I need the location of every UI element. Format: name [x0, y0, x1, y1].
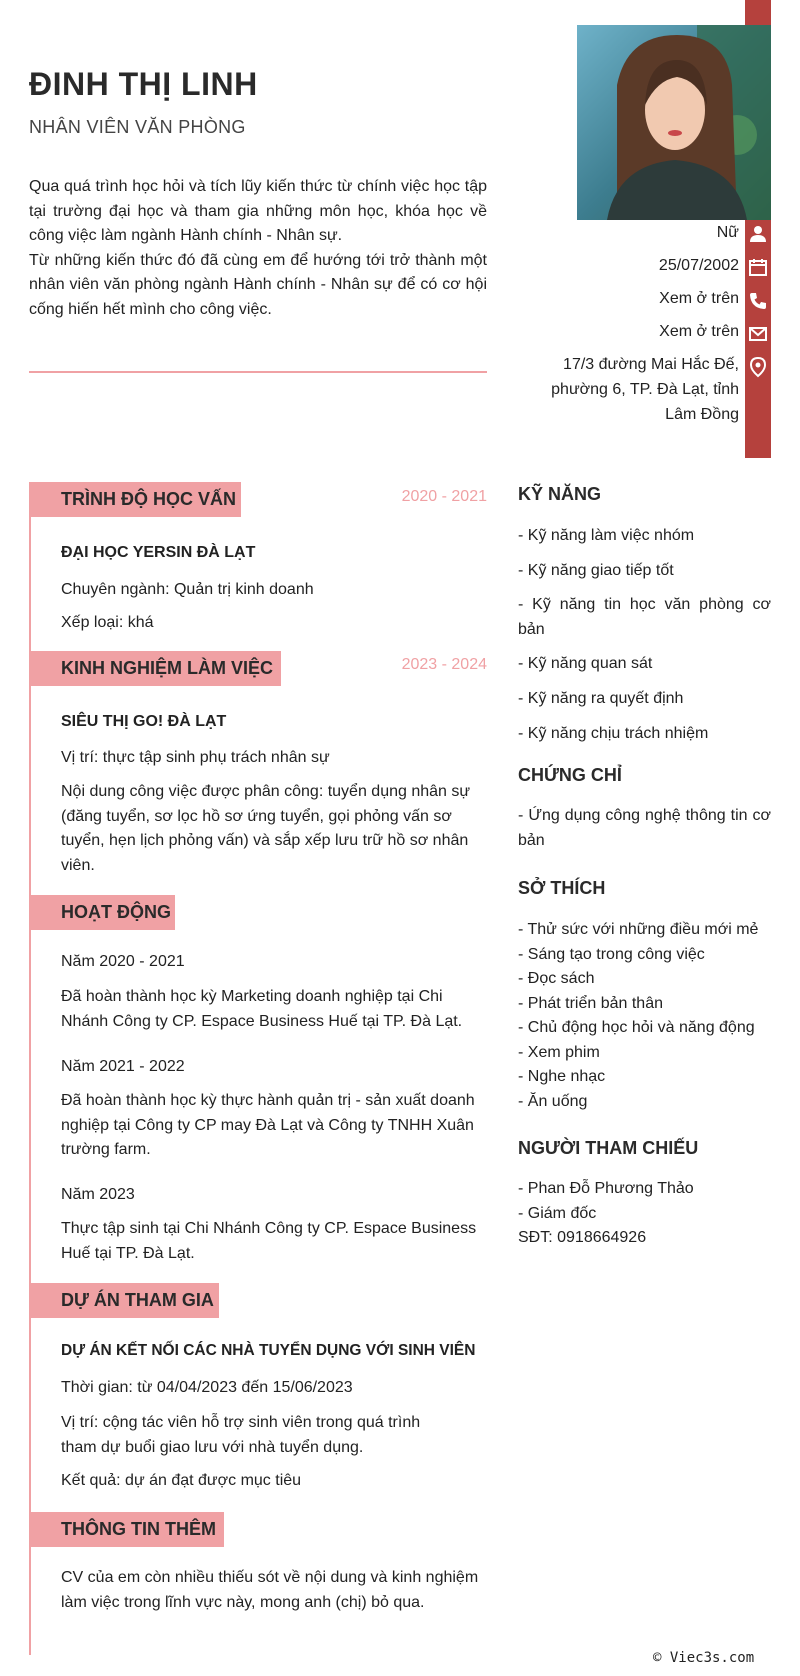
skills-heading: KỸ NĂNG [518, 484, 602, 504]
email-text: Xem ở trên [659, 323, 739, 340]
skill-item: - Kỹ năng ra quyết định [518, 690, 684, 707]
hobbies-heading: SỞ THÍCH [518, 878, 606, 898]
summary-paragraph-1: Qua quá trình học hỏi và tích lũy kiến thức từ chính việc học tập tại trường đại học và tham gia những môn học, khóa học về công việc làm ngành Hành chính - Nhân sự. [29, 178, 487, 244]
project-role: Vị trí: cộng tác viên hỗ trợ sinh viên trong quá trình tham dự buổi giao lưu với nhà tuyển dụng. [61, 1414, 421, 1456]
references-list [518, 1177, 771, 1251]
address-line-3: Lâm Đồng [665, 406, 739, 423]
reference-item: SĐT: 0918664926 [518, 1229, 647, 1246]
candidate-name: ĐINH THỊ LINH [29, 66, 258, 102]
hobby-item: - Nghe nhạc [518, 1068, 606, 1085]
references-heading: NGƯỜI THAM CHIẾU [518, 1138, 699, 1158]
experience-duties: Nội dung công việc được phân công: tuyển dụng nhân sự (đăng tuyển, sơ lọc hồ sơ ứng tuyển, gọi phỏng vấn sơ tuyển, hẹn lịch phỏng vấn) và sắp xếp lưu trữ hồ sơ nhân viên. [61, 783, 471, 874]
profile-photo [577, 25, 771, 220]
person-icon [747, 223, 769, 245]
summary-paragraph-2: Từ những kiến thức đó đã cùng em để hướng tới trở thành một nhân viên văn phòng ngành Hành chính - Nhân sự để có cơ hội cống hiến hết mình cho công việc. [29, 251, 487, 318]
phone-icon [747, 290, 769, 312]
experience-years: 2023 - 2024 [401, 656, 487, 673]
hobby-item: - Chủ động học hỏi và năng động [518, 1019, 755, 1036]
experience-heading: KINH NGHIỆM LÀM VIỆC [29, 651, 281, 686]
phone-text: Xem ở trên [659, 290, 739, 307]
activity-year-2: Năm 2021 - 2022 [61, 1058, 185, 1075]
candidate-role: NHÂN VIÊN VĂN PHÒNG [29, 117, 246, 137]
project-result: Kết quả: dự án đạt được mục tiêu [61, 1472, 302, 1489]
certificates-heading: CHỨNG CHỈ [518, 765, 622, 785]
skill-item: - Kỹ năng quan sát [518, 655, 653, 672]
mail-icon [747, 323, 769, 345]
header-divider [29, 371, 487, 373]
experience-position: Vị trí: thực tập sinh phụ trách nhân sự [61, 749, 330, 766]
address-line-1: 17/3 đường Mai Hắc Đế, [563, 356, 739, 373]
activities-heading: HOẠT ĐỘNG [29, 895, 175, 930]
hobby-item: - Phát triển bản thân [518, 994, 663, 1012]
reference-item: - Giám đốc [518, 1204, 597, 1222]
skill-item: - Kỹ năng chịu trách nhiệm [518, 725, 709, 742]
experience-company: SIÊU THỊ GO! ĐÀ LẠT [61, 713, 227, 730]
education-years: 2020 - 2021 [401, 488, 487, 505]
activity-year-1: Năm 2020 - 2021 [61, 953, 185, 970]
skill-item: - Kỹ năng làm việc nhóm [518, 527, 695, 544]
project-time: Thời gian: từ 04/04/2023 đến 15/06/2023 [61, 1379, 353, 1396]
projects-heading: DỰ ÁN THAM GIA [29, 1283, 219, 1318]
education-heading: TRÌNH ĐỘ HỌC VẤN [29, 482, 241, 517]
footer-credit: © Viec3s.com [653, 1650, 755, 1666]
additional-heading: THÔNG TIN THÊM [29, 1512, 224, 1547]
activity-desc-3: Thực tập sinh tại Chi Nhánh Công ty CP. Espace Business Huế tại TP. Đà Lạt. [61, 1220, 477, 1262]
calendar-icon [747, 256, 769, 278]
activity-desc-2: Đã hoàn thành học kỳ thực hành quản trị - sản xuất doanh nghiệp tại Công ty CP may Đà Lạt và Công ty TNHH Xuân trường farm. [61, 1092, 475, 1158]
project-name: DỰ ÁN KẾT NỐI CÁC NHÀ TUYỂN DỤNG VỚI SINH VIÊN [61, 1342, 476, 1359]
activity-desc-1: Đã hoàn thành học kỳ Marketing doanh nghiệp tại Chi Nhánh Công ty CP. Espace Business Huế tại TP. Đà Lạt. [61, 988, 463, 1030]
education-grade: Xếp loại: khá [61, 614, 154, 631]
location-pin-icon [747, 356, 769, 378]
skill-item: - Kỹ năng tin học văn phòng cơ bản [518, 596, 771, 638]
education-school: ĐẠI HỌC YERSIN ĐÀ LẠT [61, 544, 256, 561]
hobby-item: - Sáng tạo trong công việc [518, 945, 705, 963]
gender-text: Nữ [716, 224, 739, 241]
skill-item: - Kỹ năng giao tiếp tốt [518, 562, 674, 579]
hobby-item: - Đọc sách [518, 970, 595, 987]
additional-text: CV của em còn nhiều thiếu sót về nội dung và kinh nghiệm làm việc trong lĩnh vực này, mong anh (chị) bỏ qua. [61, 1569, 479, 1611]
hobbies-list [518, 918, 771, 1114]
hobby-item: - Xem phim [518, 1043, 600, 1061]
reference-item: - Phan Đỗ Phương Thảo [518, 1180, 694, 1197]
address-line-2: phường 6, TP. Đà Lạt, tỉnh [551, 381, 739, 398]
hobby-item: - Thử sức với những điều mới mẻ [518, 921, 759, 938]
certificate-item: - Ứng dụng công nghệ thông tin cơ bản [518, 807, 771, 849]
activity-year-3: Năm 2023 [61, 1186, 135, 1203]
address-text [551, 352, 739, 427]
education-major: Chuyên ngành: Quản trị kinh doanh [61, 581, 314, 598]
summary [29, 175, 487, 322]
dob-text: 25/07/2002 [658, 257, 739, 274]
hobby-item: - Ăn uống [518, 1092, 588, 1110]
